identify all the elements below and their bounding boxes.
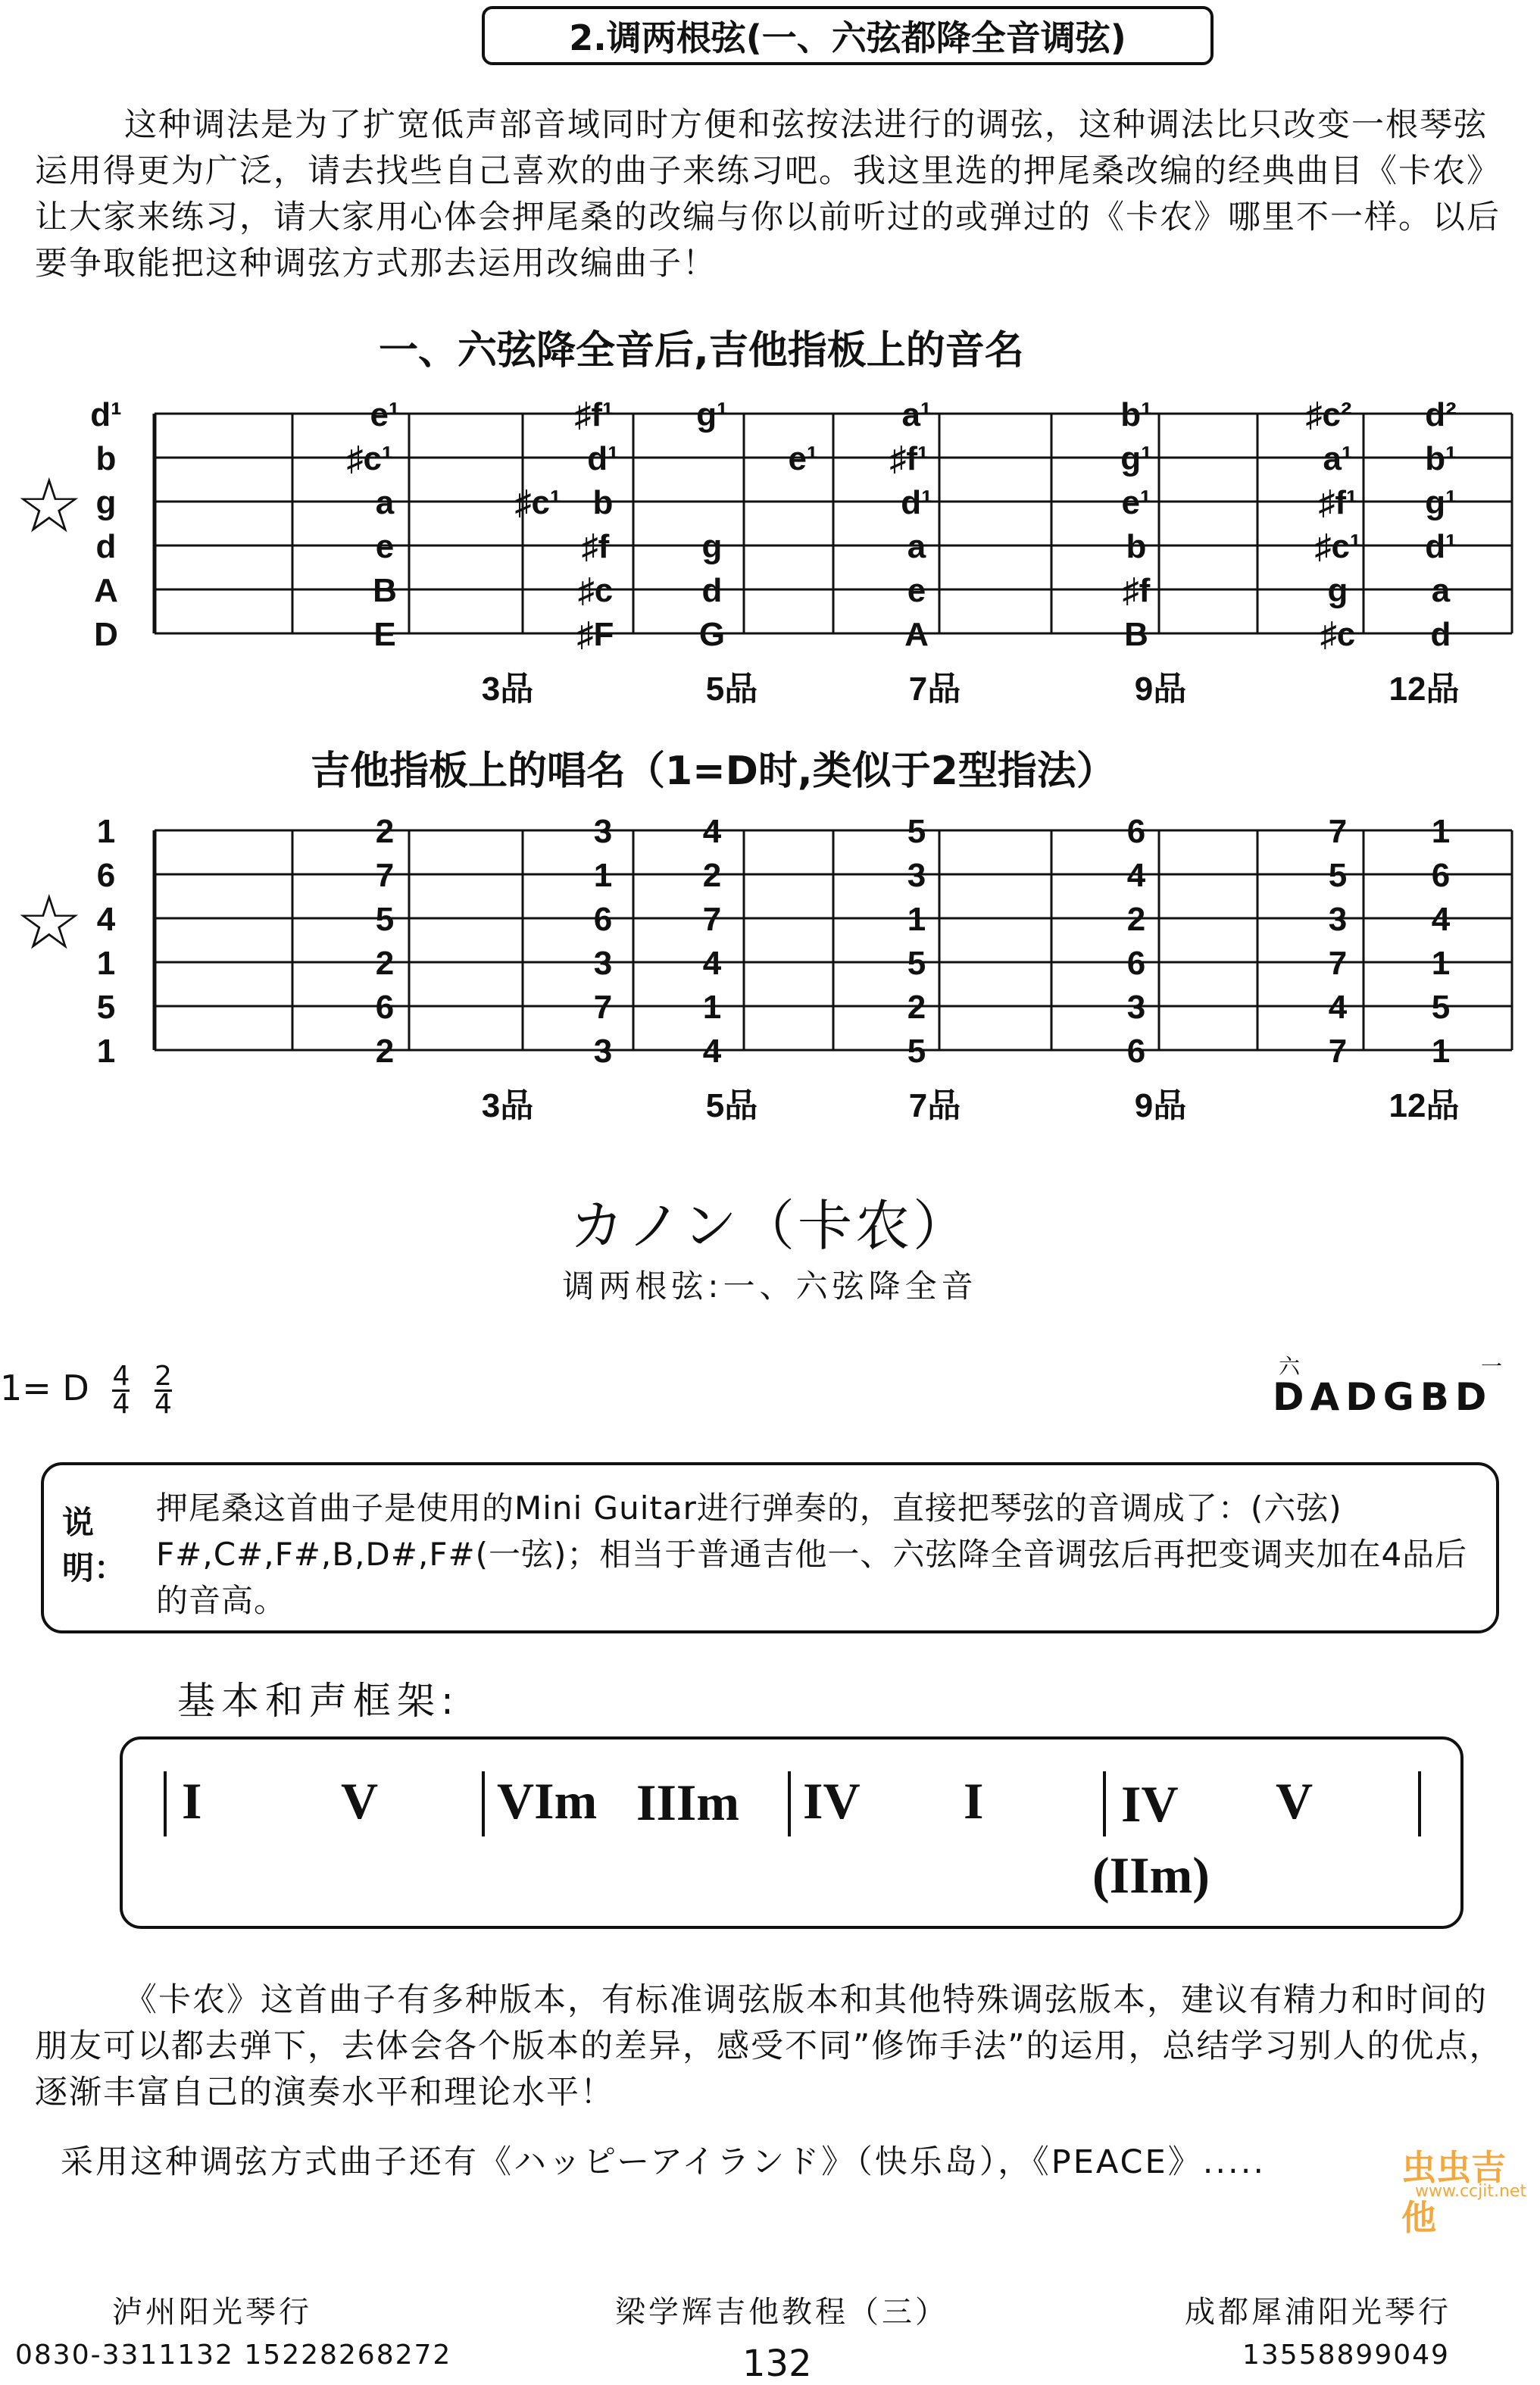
key-label: 1= D — [0, 1368, 89, 1408]
open-string-label: g — [95, 484, 117, 521]
fret-note: G — [698, 616, 726, 653]
fret-note: ♯f¹ — [1318, 484, 1357, 521]
fret-note: 2 — [1126, 901, 1146, 938]
fret-note: 5 — [907, 945, 926, 982]
chord-IV: IV — [1121, 1775, 1179, 1833]
footer-right-phone: 13558899049 — [1242, 2340, 1450, 2371]
fret-note: a — [1431, 572, 1451, 609]
open-string-label: 5 — [96, 989, 116, 1026]
fret-note: 6 — [1431, 857, 1451, 894]
open-string-label: 6 — [96, 857, 116, 894]
open-string-label: D — [94, 616, 118, 653]
fret-note: 3 — [593, 813, 613, 850]
key-signature — [0, 1361, 172, 1420]
fret-note: 7 — [593, 989, 613, 1026]
fret-note: g¹ — [696, 396, 728, 433]
time-signature-4-4: $\frac{4}{4}$ — [112, 1361, 130, 1420]
other-songs-line: 采用这种调弦方式曲子还有《ハッピーアイランド》（快乐岛），《PEACE》..... — [61, 2143, 1267, 2181]
fret-note: 7 — [1328, 1033, 1348, 1070]
bar-line — [482, 1771, 485, 1836]
fret-note: 1 — [702, 989, 722, 1026]
star-icon: ☆ — [15, 461, 83, 550]
fret-note: e¹ — [788, 440, 818, 477]
fret-note: d — [701, 572, 723, 609]
fret-note: 2 — [375, 813, 395, 850]
fret-note: g¹ — [1425, 484, 1457, 521]
chord-V: V — [341, 1772, 379, 1830]
fret-note: 3 — [1126, 989, 1146, 1026]
fret-note: 6 — [593, 901, 613, 938]
song-subtitle: 调两根弦:一、六弦降全音 — [562, 1268, 978, 1305]
fret-note: b — [592, 484, 614, 521]
bar-line — [164, 1771, 167, 1836]
open-string-label: 1 — [96, 1033, 116, 1070]
fret-note: 6 — [1126, 1033, 1146, 1070]
fret-note: 4 — [1431, 901, 1451, 938]
fret-note: ♯c¹ — [514, 484, 561, 521]
watermark-logo: 虫虫吉他 — [1401, 2147, 1506, 2238]
time-signature-2-4: $\frac{2}{4}$ — [155, 1361, 172, 1420]
open-string-label: 1 — [96, 813, 116, 850]
tuning-notes: DADGBD — [1273, 1375, 1493, 1419]
fret-note: ♯c — [577, 572, 614, 609]
note-label: 说明： — [62, 1504, 127, 1586]
fret-number-label: 9品 — [1134, 1087, 1187, 1121]
fret-note: ♯c — [1320, 616, 1356, 653]
note-text: 押尾桑这首曲子是使用的Mini Guitar进行弹奏的，直接把琴弦的音调成了：(六弦) F#,C#,F#,B,D#,F#(一弦)；相当于普通吉他一、六弦降全音调弦后再把变调夹加在4品后的音高。 — [156, 1489, 1468, 1619]
fret-note: b¹ — [1425, 440, 1457, 477]
fret-note: ♯c² — [1305, 396, 1352, 433]
footer-center: 梁学辉吉他教程（三） — [615, 2295, 948, 2330]
fret-number-label: 3品 — [481, 670, 534, 705]
fret-number-label: 12品 — [1388, 670, 1460, 705]
chord-I: I — [964, 1772, 984, 1830]
fret-note: a¹ — [901, 396, 932, 433]
chord-V: V — [1276, 1772, 1314, 1830]
fret-note: 5 — [907, 813, 926, 850]
fret-note: 5 — [907, 1033, 926, 1070]
open-string-label: 1 — [96, 945, 116, 982]
fret-note: ♯f¹ — [574, 396, 614, 433]
song-title: カノン（卡农） — [569, 1194, 971, 1258]
tuning-mark-sixth: 六 — [1279, 1354, 1301, 1379]
fret-note: 5 — [1431, 989, 1451, 1026]
fret-note: d¹ — [901, 484, 932, 521]
fret-note: 7 — [1328, 813, 1348, 850]
fret-note: 1 — [593, 857, 613, 894]
fret-number-label: 3品 — [481, 1087, 534, 1121]
fret-note: 1 — [1431, 1033, 1451, 1070]
star-icon: ☆ — [15, 878, 83, 967]
section-title: 2.调两根弦(一、六弦都降全音调弦) — [482, 6, 1214, 65]
fret-note: b — [1126, 528, 1147, 565]
fret-note: ♯c¹ — [1314, 528, 1361, 565]
fret-note: 5 — [1328, 857, 1348, 894]
fret-note: e — [907, 572, 926, 609]
fret-note: 7 — [702, 901, 722, 938]
fret-number-label: 7品 — [908, 670, 961, 705]
fret-note: 3 — [1328, 901, 1348, 938]
fretboard-notes-heading: 一、六弦降全音后,吉他指板上的音名 — [379, 328, 1024, 374]
fret-note: ♯f¹ — [889, 440, 929, 477]
chord-framework-box — [120, 1736, 1463, 1929]
fret-note: b¹ — [1120, 396, 1152, 433]
fret-note: 1 — [1431, 813, 1451, 850]
open-string-label: A — [94, 572, 118, 609]
versions-text: 《卡农》这首曲子有多种版本，有标准调弦版本和其他特殊调弦版本，建议有精力和时间的朋友可以都去弹下，去体会各个版本的差异，感受不同”修饰手法”的运用，总结学习别人的优点，逐渐丰富自己的演奏水平和理论水平！ — [35, 1981, 1504, 2111]
fret-note: 1 — [907, 901, 926, 938]
fret-note: 2 — [375, 1033, 395, 1070]
fret-note: B — [1124, 616, 1148, 653]
fret-note: 3 — [593, 945, 613, 982]
fret-note: 4 — [702, 813, 722, 850]
bar-line — [1103, 1771, 1106, 1836]
fret-note: a — [907, 528, 926, 565]
fret-number-label: 7品 — [908, 1087, 961, 1121]
bar-line — [788, 1771, 791, 1836]
fret-note: 5 — [375, 901, 395, 938]
fret-note: d — [1430, 616, 1451, 653]
fret-note: 7 — [1328, 945, 1348, 982]
fret-note: A — [904, 616, 929, 653]
intro-text: 这种调法是为了扩宽低声部音域同时方便和弦按法进行的调弦，这种调法比只改变一根琴弦运用得更为广泛，请去找些自己喜欢的曲子来练习吧。我这里选的押尾桑改编的经典曲目《卡农》让大家来练习，请大家用心体会押尾桑的改编与你以前听过的或弹过的《卡农》哪里不一样。以后要争取能把这种调弦方式那去运用改编曲子！ — [35, 106, 1501, 283]
fret-note: ♯F — [576, 616, 614, 653]
tuning-mark-first: 一 — [1481, 1354, 1503, 1379]
chord-IIIm: IIIm — [636, 1774, 740, 1831]
chord-IIm-alt: (IIm) — [1092, 1846, 1210, 1904]
fret-note: d¹ — [587, 440, 619, 477]
fret-number-label: 5品 — [705, 670, 758, 705]
open-string-label: d¹ — [90, 396, 122, 433]
fret-note: 1 — [1431, 945, 1451, 982]
open-string-label: 4 — [96, 901, 116, 938]
fret-number-label: 5品 — [705, 1087, 758, 1121]
chord-VIm: VIm — [497, 1772, 598, 1830]
open-string-label: b — [95, 440, 117, 477]
footer-left-name: 泸州阳光琴行 — [112, 2295, 312, 2330]
fret-note: ♯f — [581, 528, 610, 565]
fret-number-label: 9品 — [1134, 670, 1187, 705]
fret-note: e — [375, 528, 395, 565]
fret-note: g — [1327, 572, 1348, 609]
fret-note: ♯f — [1122, 572, 1151, 609]
versions-paragraph — [35, 1977, 1508, 2116]
fret-note: 6 — [1126, 813, 1146, 850]
fret-note: 7 — [375, 857, 395, 894]
page-number: 132 — [742, 2343, 812, 2385]
fret-note: 3 — [593, 1033, 613, 1070]
bar-line — [1418, 1771, 1421, 1836]
fret-note: 2 — [375, 945, 395, 982]
fret-note: e¹ — [370, 396, 400, 433]
chord-framework-heading: 基本和声框架: — [177, 1679, 460, 1723]
footer-left-phone: 0830-3311132 15228268272 — [15, 2340, 452, 2371]
fret-note: a¹ — [1323, 440, 1353, 477]
fret-note: ♯c¹ — [346, 440, 393, 477]
fret-note: d² — [1425, 396, 1457, 433]
fretboard-solfege-heading: 吉他指板上的唱名（1=D时,类似于2型指法） — [311, 749, 1116, 794]
watermark-url: www.ccjit.net — [1415, 2182, 1527, 2201]
fret-note: 6 — [375, 989, 395, 1026]
chord-I: I — [182, 1772, 202, 1830]
fret-note: a — [375, 484, 395, 521]
fret-note: e¹ — [1121, 484, 1151, 521]
intro-paragraph — [35, 102, 1508, 287]
fret-note: E — [373, 616, 396, 653]
fret-note: d¹ — [1425, 528, 1457, 565]
chord-IV: IV — [803, 1772, 861, 1830]
fret-note: 6 — [1126, 945, 1146, 982]
open-string-label: d — [95, 528, 117, 565]
footer-right-name: 成都犀浦阳光琴行 — [1185, 2295, 1451, 2330]
fret-note: 2 — [907, 989, 926, 1026]
fret-number-label: 12品 — [1388, 1087, 1460, 1121]
fret-note: 4 — [1126, 857, 1146, 894]
fret-note: g — [701, 528, 723, 565]
fret-note: 4 — [702, 945, 722, 982]
fretboard-note-names — [0, 386, 1540, 705]
fret-note: g¹ — [1120, 440, 1152, 477]
fret-note: 4 — [1328, 989, 1348, 1026]
fret-note: 3 — [907, 857, 926, 894]
fret-note: B — [373, 572, 397, 609]
fret-note: 2 — [702, 857, 722, 894]
fret-note: 4 — [702, 1033, 722, 1070]
fretboard-solfege — [0, 803, 1540, 1121]
